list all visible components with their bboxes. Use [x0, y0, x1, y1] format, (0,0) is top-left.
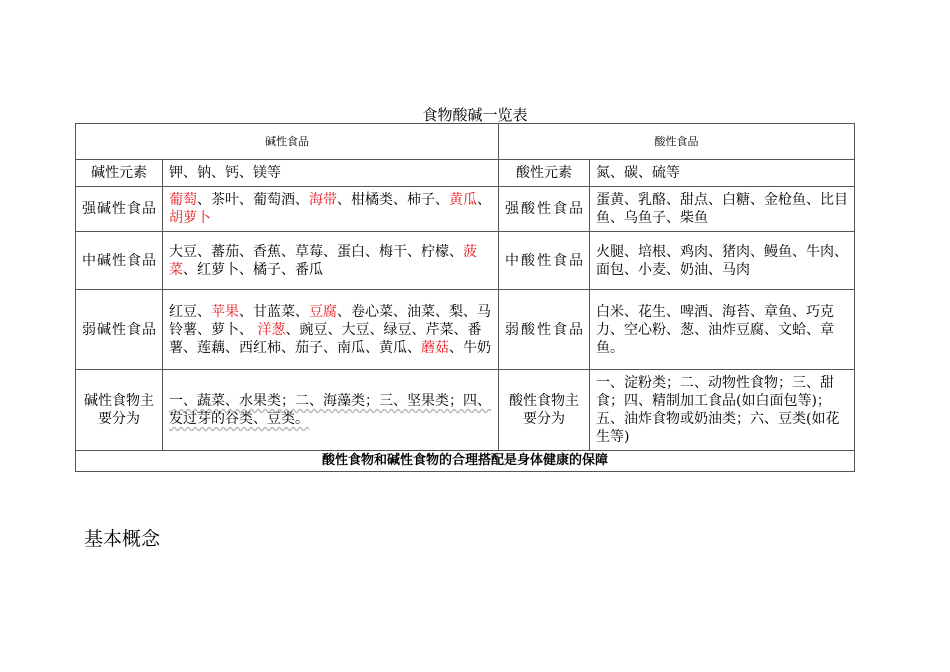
section-heading: 基本概念 — [84, 528, 161, 550]
table-header-row — [76, 124, 855, 160]
food-text: 蛋黄、乳酪、甜点、白糖、金枪鱼、比目鱼、乌鱼子、柴鱼 — [596, 192, 848, 226]
food-text: 、 — [477, 192, 491, 208]
highlighted-food: 黄瓜 — [449, 192, 477, 208]
alkaline-foods-cell — [163, 187, 499, 232]
highlighted-food: 豆腐 — [309, 303, 337, 320]
alkaline-category-label: 碱性食物主要分为 — [76, 370, 163, 451]
highlighted-food: 胡萝卜 — [169, 210, 211, 226]
acidic-foods-cell — [590, 290, 855, 370]
acidic-foods-cell — [590, 370, 855, 451]
footer-note: 酸性食物和碱性食物的合理搭配是身体健康的保障 — [76, 451, 855, 472]
food-text: 、红萝卜、橘子、番瓜 — [183, 261, 323, 278]
acidic-category-label: 中酸性食品 — [499, 232, 590, 290]
table-footer-row — [76, 451, 855, 472]
table-row — [76, 187, 855, 232]
table-title: 食物酸碱一览表 — [422, 106, 528, 124]
food-text: 、牛奶 — [449, 339, 491, 356]
food-text: 火腿、培根、鸡肉、猪肉、鳗鱼、牛肉、面包、小麦、奶油、马肉 — [596, 243, 848, 278]
alkaline-foods-cell — [163, 232, 499, 290]
food-text: 氮、碳、硫等 — [596, 165, 680, 181]
food-text: 、豌豆、大豆、绿豆、芹菜、番薯、莲藕、西红柿、茄子、南瓜、黄瓜、 — [169, 321, 482, 356]
highlighted-food: 洋葱 — [257, 321, 286, 338]
acidic-foods-cell — [590, 160, 855, 187]
food-text: 白米、花生、啤酒、海苔、章鱼、巧克力、空心粉、葱、油炸豆腐、文蛤、章鱼。 — [596, 303, 834, 356]
food-text: 、茶叶、葡萄酒、 — [197, 192, 309, 208]
food-text: 、柑橘类、柿子、 — [337, 192, 449, 208]
alkaline-foods-cell — [163, 160, 499, 187]
alkaline-foods-cell — [163, 370, 499, 451]
table-row — [76, 370, 855, 451]
acidic-category-label: 酸性元素 — [499, 160, 590, 187]
food-text: 钾、钠、钙、镁等 — [169, 165, 281, 181]
food-text: 一、淀粉类；二、动物性食物；三、甜食；四、精制加工食品(如白面包等)；五、油炸食物或奶油类；六、豆类(如花生等) — [596, 375, 840, 445]
food-text: 、甘蓝菜、 — [239, 303, 309, 320]
food-text: 一、蔬菜、水果类；二、海藻类；三、坚果类；四、发过芽的谷类、豆类。 — [169, 393, 491, 427]
acidic-category-label: 弱酸性食品 — [499, 290, 590, 370]
food-text: 大豆、蕃茄、香蕉、草莓、蛋白、梅干、柠檬、 — [169, 243, 463, 260]
alkaline-category-label: 弱碱性食品 — [76, 290, 163, 370]
food-acid-alkali-table — [75, 123, 855, 472]
alkaline-foods-cell — [163, 290, 499, 370]
highlighted-food: 蘑菇 — [421, 339, 449, 356]
food-text: 红豆、 — [169, 303, 211, 320]
alkaline-category-label: 强碱性食品 — [76, 187, 163, 232]
table-row — [76, 232, 855, 290]
acidic-category-label: 酸性食物主要分为 — [499, 370, 590, 451]
header-alkaline: 碱性食品 — [76, 124, 499, 160]
table-row — [76, 290, 855, 370]
table-row — [76, 160, 855, 187]
highlighted-food: 菠菜 — [169, 243, 477, 278]
acidic-foods-cell — [590, 232, 855, 290]
highlighted-food: 葡萄 — [169, 192, 197, 208]
header-acidic: 酸性食品 — [499, 124, 855, 160]
food-text: 、卷心菜、油菜、梨、马铃薯、萝卜、 — [169, 303, 491, 338]
alkaline-category-label: 中碱性食品 — [76, 232, 163, 290]
acidic-foods-cell — [590, 187, 855, 232]
alkaline-category-label: 碱性元素 — [76, 160, 163, 187]
acidic-category-label: 强酸性食品 — [499, 187, 590, 232]
highlighted-food: 海带 — [309, 192, 337, 208]
highlighted-food: 苹果 — [211, 303, 239, 320]
